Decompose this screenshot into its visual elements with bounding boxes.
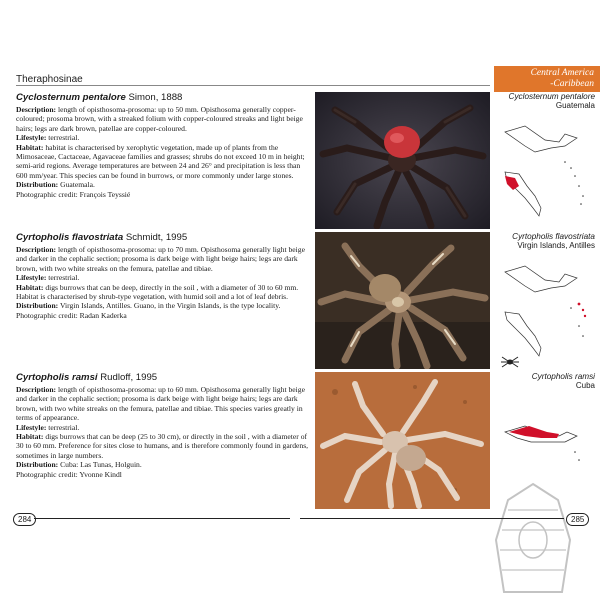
footer-rule-right [300,518,564,519]
header-rule [16,85,490,86]
species-lifestyle: Lifestyle: terrestrial. [16,273,80,283]
map-species-name: Cyrtopholis ramsi [531,372,595,381]
distribution-map-2 [495,252,595,362]
species-description: Description: length of opisthosoma-prosoma: up to 50 mm. Opisthosoma generally copper-coloured; prosoma brown, with a streaked folium with copper-coloured streaks and light beige hairs; legs are dark brown, patellae are copper-coloured. [16,105,303,133]
species-distribution: Distribution: Cuba: Las Tunas, Holguin. [16,460,142,470]
photo-credit: Photographic credit: Radan Kaderka [16,310,127,320]
species-habitat: Habitat: habitat is characterised by xerophytic vegetation, made up of plants from the Mimosaceae, Cactaceae, Agavaceae families and grasses; shrubs do not exceed 10 m in height; semi-arid regions. Average temperatures are between 24 and 26° and precipitation is less than 600 mm/year. This species can be found in burrows, or more commonly under large stones. [16,142,305,180]
section-title: Theraphosinae [16,74,83,85]
spider-photo-2 [315,232,490,369]
footer-rule-left [34,518,290,519]
species-description: Description: length of opisthosoma-prosoma: up to 70 mm. Opisthosoma generally light beige and darker in the cephalic section; prosoma is dark beige with light beige hairs; legs are dark brown, with two white streaks on the femura, patellae and tibiae. [16,245,305,273]
species-entry-3 [16,372,312,479]
species-lifestyle: Lifestyle: terrestrial. [16,133,80,143]
spider-photo-1 [315,92,490,229]
map-location: Cuba [575,381,595,390]
page-number-left: 284 [13,513,36,526]
map-block-3 [495,372,595,492]
map-location: Guatemala [555,101,595,110]
photo-credit: Photographic credit: François Teyssié [16,189,131,199]
species-habitat: Habitat: digs burrows that can be deep, directly in the soil , with a diameter of 30 to 60 mm. Habitat is characterised by shrub-type vegetation, with humid soil and a lot of leaf debris. [16,282,299,302]
species-entry-2 [16,232,312,320]
map-species-name: Cyclosternum pentalore [508,92,595,101]
spider-photo-3 [315,372,490,509]
species-lifestyle: Lifestyle: terrestrial. [16,422,80,432]
distribution-map-1 [495,112,595,222]
region-line-2: -Caribbean [550,79,594,89]
species-name: Cyrtopholis flavostriata Schmidt, 1995 [16,232,188,243]
photo-credit: Photographic credit: Yvonne Kindl [16,469,122,479]
map-location: Virgin Islands, Antilles [517,241,595,250]
species-name: Cyclosternum pentalore Simon, 1888 [16,92,183,103]
map-block-2 [495,232,595,362]
species-distribution: Distribution: Virgin Islands, Antilles. Guano, in the Virgin Islands, is the type locality. [16,301,281,311]
species-entry-1 [16,92,312,199]
species-name: Cyrtopholis ramsi Rudloff, 1995 [16,372,158,383]
species-habitat: Habitat: digs burrows that can be deep (25 to 30 cm), or directly in the soil , with a diameter of 30 to 60 mm. Preference for sites close to humans, and is therefore commonly found in gardens, sometimes in large numbers. [16,432,309,460]
region-line-1: Central America [530,68,594,78]
pharaoh-watermark-icon [478,480,588,605]
map-species-name: Cyrtopholis flavostriata [512,232,595,241]
species-description: Description: length of opisthosoma-prosoma: up to 60 mm. Opisthosoma generally light beige and darker in the cephalic section; prosoma is dark beige with light beige hairs; legs are dark brown, with two white streaks on the femura, patellae and tibiae. This species varies greatly in terms of appearance. [16,385,305,423]
page-number-right: 285 [566,513,589,526]
species-distribution: Distribution: Guatemala. [16,180,95,190]
map-block-1 [495,92,595,222]
distribution-map-3 [495,392,595,492]
region-tab [494,66,600,92]
